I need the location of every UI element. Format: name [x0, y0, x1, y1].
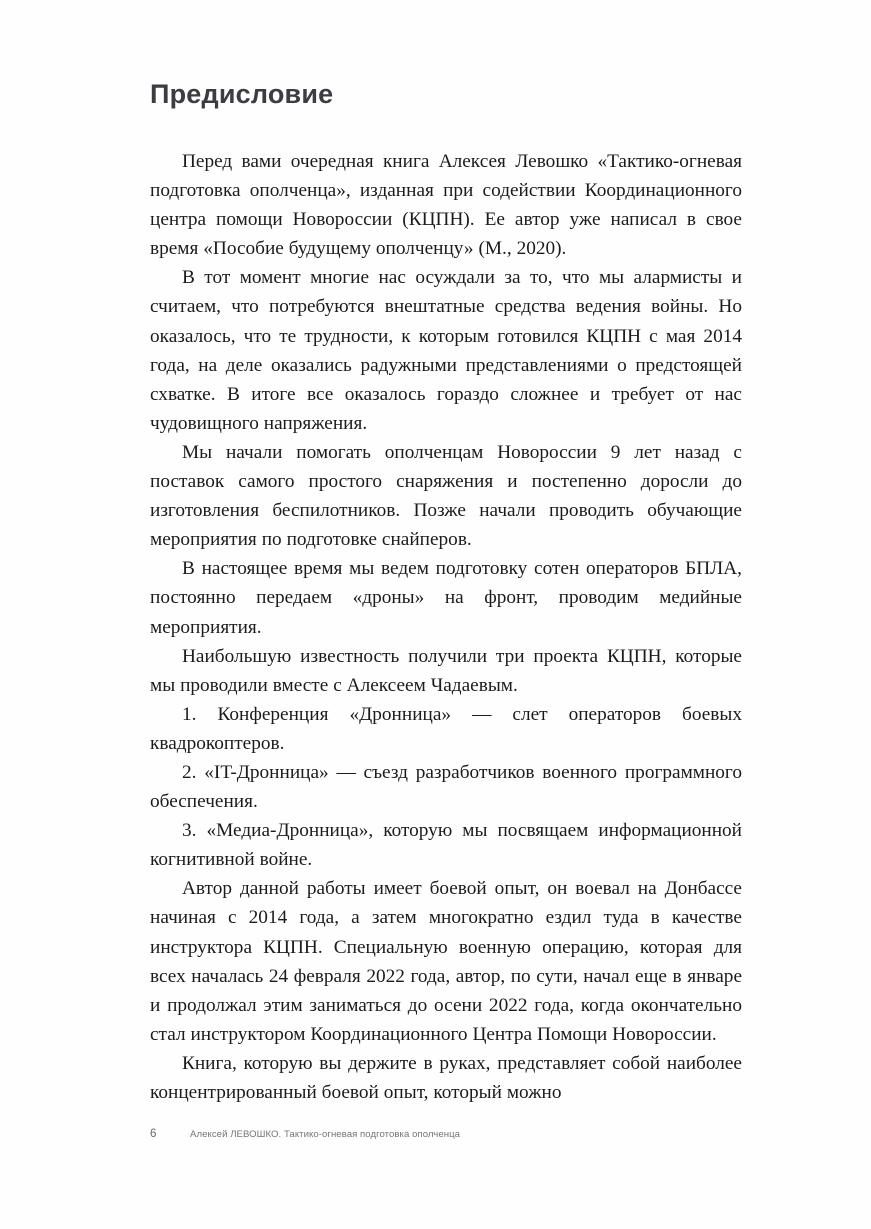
- list-item: 3. «Медиа-Дронница», которую мы посвящаем информационной когнитивной войне.: [150, 820, 742, 871]
- paragraph: Автор данной работы имеет боевой опыт, он воевал на Донбассе начиная с 2014 года, а затем многократно ездил туда в качестве инструктора КЦПН. Специальную военную операцию, которая для всех началась 24 февраля 2022 года, автор, по сути, начал еще в январе и продолжал этим заниматься до осени 2022 года, когда окончательно стал инструктором Координационного Центра Помощи Новороссии.: [150, 878, 742, 1045]
- paragraph: В настоящее время мы ведем подготовку сотен операторов БПЛА, постоянно передаем «дроны» на фронт, проводим медийные мероприятия.: [150, 558, 742, 638]
- page-title: Предисловие: [150, 79, 334, 109]
- paragraph: Наибольшую известность получили три проекта КЦПН, которые мы проводили вместе с Алексеем Чадаевым.: [150, 645, 742, 696]
- list-item: 1. Конференция «Дронница» — слет операторов боевых квадрокоптеров.: [150, 703, 742, 754]
- body-text-block: [150, 147, 742, 1107]
- paragraph: Книга, которую вы держите в руках, представляет собой наиболее концентрированный боевой опыт, который можно: [150, 1052, 742, 1103]
- running-title: Алексей ЛЕВОШКО. Тактико-огневая подготовка ополченца: [190, 1129, 461, 1140]
- page-content-column: [150, 0, 742, 1107]
- page-number: 6: [150, 1128, 157, 1140]
- list-item: 2. «IT-Дронница» — съезд разработчиков военного программного обеспечения.: [150, 761, 742, 813]
- paragraph: Перед вами очередная книга Алексея Левошко «Тактико-огневая подготовка ополченца», изданная при содействии Координационного центра помощи Новороссии (КЦПН). Ее автор уже написал в свое время «Пособие будущему ополченцу» (М., 2020).: [150, 151, 742, 260]
- paragraph: В тот момент многие нас осуждали за то, что мы алармисты и считаем, что потребуются внештатные средства ведения войны. Но оказалось, что те трудности, к которым готовился КЦПН с мая 2014 года, на деле оказались радужными представлениями о предстоящей схватке. В итоге все оказалось гораздо сложнее и требует от нас чудовищного напряжения.: [150, 267, 742, 434]
- paragraph: Мы начали помогать ополченцам Новороссии 9 лет назад с поставок самого простого снаряжения и постепенно доросли до изготовления беспилотников. Позже начали проводить обучающие мероприятия по подготовке снайперов.: [150, 441, 742, 551]
- page-footer: [150, 1128, 750, 1146]
